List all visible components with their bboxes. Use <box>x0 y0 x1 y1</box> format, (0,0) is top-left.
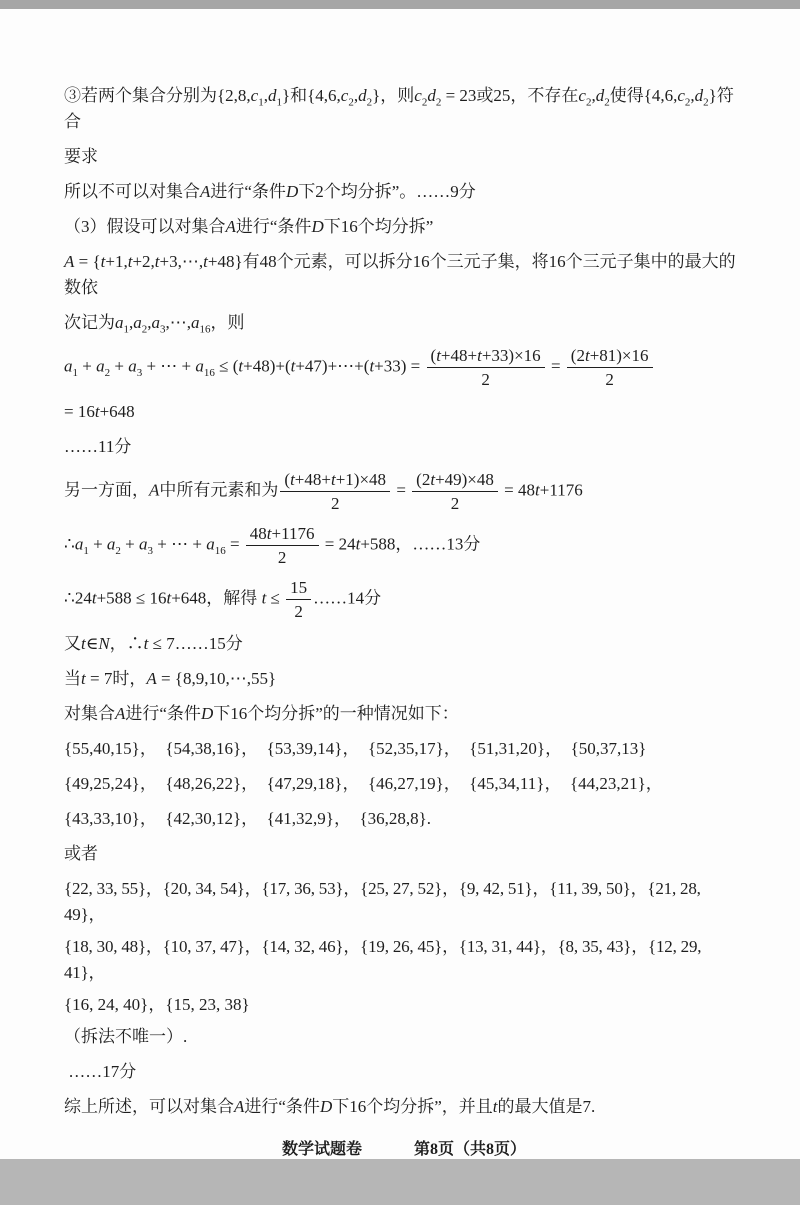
math-variable: t <box>154 252 160 271</box>
math-variable: a <box>96 356 105 376</box>
solution-line: 另一方面，A中所有元素和为 $\frac{(t+48+t+1)\times 48}{2}$ = $\frac{(2t+49)\times 48}{2}$ = 48t+1176 <box>64 470 583 513</box>
math-subscript: 2 <box>104 366 111 379</box>
math-subscript: 1 <box>258 96 264 109</box>
math-variable: A <box>225 217 236 236</box>
math-variable: D <box>285 182 299 201</box>
math-subscript: 2 <box>604 96 610 109</box>
math-subscript: 2 <box>141 323 148 336</box>
math-variable: a <box>151 313 160 332</box>
solution-line: $a_1 + a_2 + a_3$ + ⋯ + $a_{16}$ ≤ (t+48)+(t+47)+⋯+(t+33) = $\frac{(t+48+t+33)\times 16}{2}$ = $\frac{(2t+81)\times 16}{2}$ <box>64 345 744 390</box>
solution-content <box>64 83 744 1120</box>
math-variable: c <box>250 86 259 105</box>
math-variable: d <box>267 86 277 105</box>
math-variable: a <box>139 534 148 554</box>
solution-line: 又t∈N，∴t ≤ 7……15分 <box>64 634 243 653</box>
math-subscript: 2 <box>348 96 354 109</box>
solution-line: 综上所述，可以对集合A进行“条件D下16个均分拆”，并且t的最大值是7. <box>64 1097 596 1116</box>
math-subscript: 2 <box>115 544 121 557</box>
math-variable: t <box>355 534 361 554</box>
solution-line: {43,33,10}， {42,30,12}， {41,32,9}， {36,28,8}. <box>64 809 432 828</box>
math-subscript: 16 <box>214 544 226 557</box>
solution-line: {22, 33, 55}，{20, 34, 54}，{17, 36, 53}，{25, 27, 52}，{9, 42, 51}，{11, 39, 50}，{21, 28, 49}， <box>64 879 705 924</box>
math-variable: t <box>100 252 106 271</box>
math-variable: c <box>414 86 422 105</box>
math-variable: a <box>115 313 124 332</box>
solution-line: {49,25,24}， {48,26,22}， {47,29,18}， {46,27,19}， {45,34,11}， {44,23,21}， <box>64 774 663 793</box>
scan-edge-top <box>0 0 800 9</box>
solution-line: ③若两个集合分别为$\{2,8,c_1,d_1\}$和$\{4,6,c_2,d_2\}$，则$c_2d_2 = 23$或25，不存在$c_2,d_2$使得$\{4,6,c_2,d_2\}$符合 <box>64 86 734 131</box>
math-variable: t <box>290 356 296 376</box>
math-variable: t <box>535 480 540 500</box>
math-variable: t <box>290 470 295 489</box>
solution-line: （拆法不唯一）. <box>64 1027 188 1046</box>
math-variable: t <box>330 470 336 489</box>
math-variable: t <box>584 346 590 365</box>
math-variable: D <box>311 217 324 236</box>
math-subscript: 1 <box>83 544 89 557</box>
math-subscript: 1 <box>72 366 78 379</box>
solution-line: {55,40,15}， {54,38,16}， {53,39,14}， {52,35,17}， {51,31,20}， {50,37,13} <box>64 739 647 758</box>
math-fraction: $\frac{(t+48+t+33)\times 16}{2}$ <box>427 345 545 390</box>
solution-line: ∴24t+588 ≤ 16t+648，解得 t ≤ $\frac{15}{2}$ ……14分 <box>64 578 382 621</box>
math-subscript: 2 <box>366 96 373 109</box>
math-variable: t <box>492 1097 498 1116</box>
math-variable: A <box>64 252 75 271</box>
math-variable: D <box>200 704 214 723</box>
math-variable: a <box>206 534 215 554</box>
solution-line: A = {t+1,t+2,t+3,⋯,t+48}有48个元素，可以拆分16个三元子集，将16个三元子集中的最大的数依 <box>64 252 736 297</box>
solution-line: 所以不可以对集合A进行“条件D下2个均分拆”。……9分 <box>64 182 476 201</box>
math-variable: A <box>115 704 126 723</box>
exam-solution-page <box>0 9 800 1159</box>
math-variable: d <box>595 86 605 105</box>
solution-line: （3）假设可以对集合A进行“条件D下16个均分拆” <box>64 217 434 236</box>
math-subscript: 3 <box>136 366 143 379</box>
math-variable: t <box>166 588 172 608</box>
math-variable: t <box>81 634 86 653</box>
math-variable: a <box>195 356 204 376</box>
math-variable: t <box>143 634 149 653</box>
solution-line: ……17分 <box>64 1062 137 1081</box>
math-subscript: 3 <box>147 544 154 557</box>
solution-line: 或者 <box>64 844 98 863</box>
math-variable: t <box>430 470 436 489</box>
math-variable: a <box>64 356 73 376</box>
math-subscript: 16 <box>203 366 215 379</box>
math-variable: a <box>191 313 200 332</box>
scan-edge-bottom <box>0 1159 800 1205</box>
math-subscript: 1 <box>123 323 129 336</box>
solution-line: {16, 24, 40}，{15, 23, 38} <box>64 995 250 1014</box>
math-variable: a <box>106 534 116 554</box>
math-variable: t <box>81 669 86 688</box>
math-variable: c <box>578 86 586 105</box>
math-subscript: 2 <box>684 96 691 109</box>
solution-line: $\therefore a_1 + a_2 + a_3$ + ⋯ + $a_{16}$ = $\frac{48t+1176}{2}$ = 24t+588，……13分 <box>64 524 481 567</box>
math-variable: t <box>436 346 441 365</box>
math-fraction: $\frac{(t+48+t+1)\times 48}{2}$ <box>280 469 390 514</box>
math-variable: c <box>677 86 685 105</box>
footer-doc-title: 数学试题卷 <box>281 1141 362 1158</box>
math-variable: t <box>127 252 133 271</box>
math-variable: D <box>319 1097 333 1116</box>
math-variable: c <box>340 86 349 105</box>
math-variable: a <box>128 356 137 376</box>
solution-line: ……11分 <box>64 437 132 456</box>
solution-line: 当t = 7时，A = {8,9,10,⋯,55} <box>64 669 277 688</box>
math-subscript: 2 <box>421 96 428 109</box>
math-variable: a <box>133 313 142 332</box>
math-variable: A <box>200 182 211 201</box>
solution-line: 次记为$a_1,a_2,a_3,\cdots,a_{16}$，则 <box>64 313 245 336</box>
math-subscript: 16 <box>199 323 211 336</box>
math-variable: A <box>149 480 160 500</box>
math-subscript: 2 <box>703 96 709 109</box>
math-variable: N <box>98 634 110 653</box>
math-subscript: 2 <box>435 96 442 109</box>
math-subscript: 3 <box>160 323 166 336</box>
math-variable: t <box>203 252 208 271</box>
math-variable: t <box>261 588 267 608</box>
math-variable: d <box>694 86 704 105</box>
math-variable: d <box>358 86 367 105</box>
math-variable: t <box>369 356 375 376</box>
math-fraction: $\frac{15}{2}$ <box>286 577 311 622</box>
math-variable: t <box>91 588 97 608</box>
math-fraction: $\frac{(2t+49)\times 48}{2}$ <box>412 469 498 514</box>
math-variable: t <box>266 524 272 543</box>
page-footer <box>64 1136 744 1159</box>
math-variable: A <box>146 669 157 688</box>
math-fraction: $\frac{48t+1176}{2}$ <box>246 523 319 568</box>
math-subscript: 1 <box>276 96 282 109</box>
math-fraction: $\frac{(2t+81)\times 16}{2}$ <box>567 345 653 390</box>
solution-line: 对集合A进行“条件D下16个均分拆”的一种情况如下： <box>64 704 459 723</box>
math-variable: A <box>234 1097 245 1116</box>
math-subscript: 2 <box>585 96 592 109</box>
math-variable: t <box>238 356 244 376</box>
math-variable: a <box>74 534 84 554</box>
math-variable: d <box>427 86 436 105</box>
solution-line: = 16t+648 <box>64 402 135 421</box>
math-variable: t <box>94 402 100 421</box>
solution-line: {18, 30, 48}，{10, 37, 47}，{14, 32, 46}，{19, 26, 45}，{13, 31, 44}，{8, 35, 43}，{12, 29, 41}， <box>64 937 706 982</box>
footer-page-number: 第8页（共8页） <box>414 1141 527 1158</box>
solution-line: 要求 <box>64 147 98 166</box>
math-variable: t <box>477 346 482 365</box>
